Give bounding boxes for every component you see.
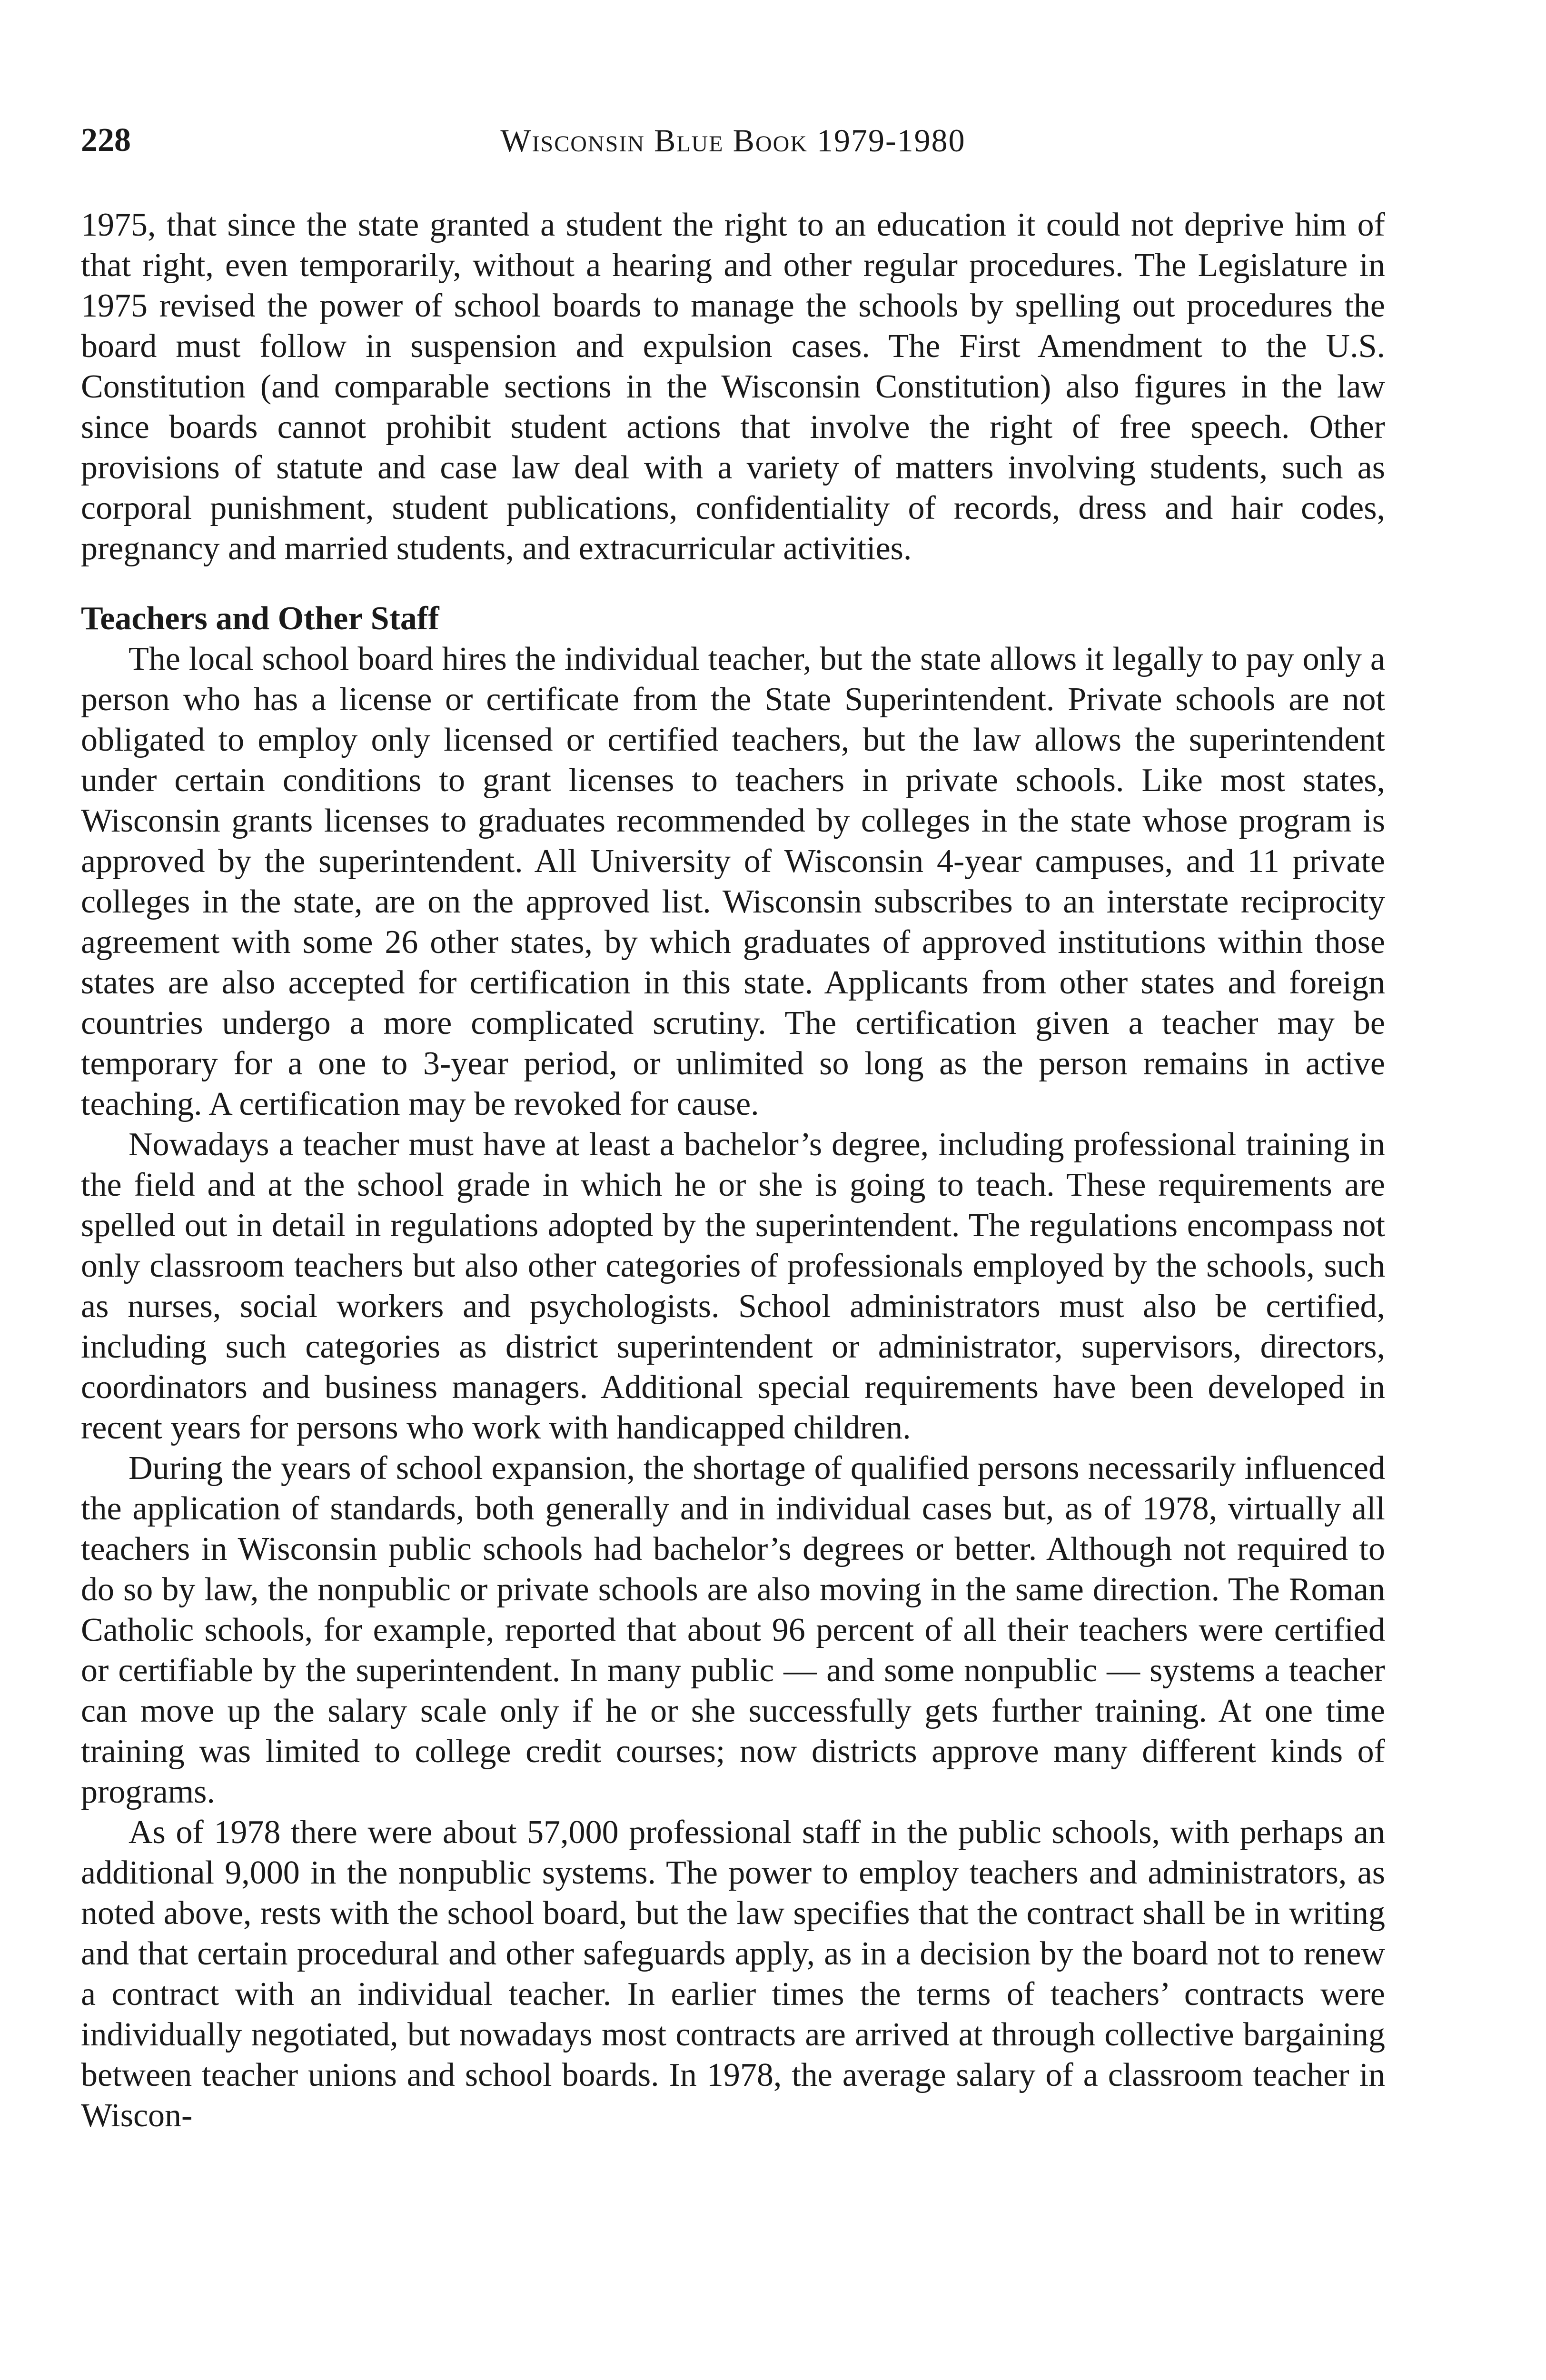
page-number: 228 (81, 122, 131, 159)
body-text (81, 205, 1385, 2136)
running-title: Wisconsin Blue Book 1979-1980 (500, 122, 966, 159)
section-heading: Teachers and Other Staff (81, 600, 439, 637)
paragraph-professional-staff: As of 1978 there were about 57,000 professional staff in the public schools, with perhaps an additional 9,000 in the nonpublic systems. The power to employ teachers and administrators, as noted above, rests with the school board, but the law specifies that the contract shall be in writing and that certain procedural and other safeguards apply, as in a decision by the board not to renew a contract with an individual teacher. In earlier times the terms of teachers’ contracts were individually negotiated, but nowadays most contracts are arrived at through collective bargaining between teacher unions and school boards. In 1978, the average salary of a classroom teacher in Wiscon- (81, 1814, 1385, 2134)
intro-paragraph: 1975, that since the state granted a student the right to an education it could not deprive him of that right, even temporarily, without a hearing and other regular procedures. The Legislature in 1975 revised the power of school boards to manage the schools by spelling out procedures the board must follow in suspension and expulsion cases. The First Amendment to the U.S. Constitution (and comparable sections in the Wisconsin Constitution) also figures in the law since boards cannot prohibit student actions that involve the right of free speech. Other provisions of statute and case law deal with a variety of matters involving students, such as corporal punishment, student publications, confidentiality of records, dress and hair codes, pregnancy and married students, and extracurricular activities. (81, 207, 1385, 567)
paragraph-school-expansion: During the years of school expansion, the shortage of qualified persons necessarily influenced the application of standards, both generally and in individual cases but, as of 1978, virtually all teachers in Wisconsin public schools had bachelor’s degrees or better. Although not required to do so by law, the nonpublic or private schools are also moving in the same direction. The Roman Catholic schools, for example, reported that about 96 percent of all their teachers were certified or certifiable by the superintendent. In many public — and some nonpublic — systems a teacher can move up the salary scale only if he or she successfully gets further training. At one time training was limited to college credit courses; now districts approve many different kinds of programs. (81, 1450, 1385, 1810)
paragraph-degree-requirements: Nowadays a teacher must have at least a bachelor’s degree, including professional training in the field and at the school grade in which he or she is going to teach. These requirements are spelled out in detail in regulations adopted by the superintendent. The regulations encompass not only classroom teachers but also other categories of professionals employed by the schools, such as nurses, social workers and psychologists. School administrators must also be certified, including such categories as district superintendent or administrator, supervisors, directors, coordinators and business managers. Additional special requirements have been developed in recent years for persons who work with handicapped children. (81, 1126, 1385, 1446)
running-header (81, 119, 1385, 162)
paragraph-teacher-licensing: The local school board hires the individual teacher, but the state allows it legally to pay only a person who has a license or certificate from the State Superintendent. Private schools are not obligated to employ only licensed or certified teachers, but the law allows the superintendent under certain conditions to grant licenses to teachers in private schools. Like most states, Wisconsin grants licenses to graduates recommended by colleges in the state whose program is approved by the superintendent. All University of Wisconsin 4-year campuses, and 11 private colleges in the state, are on the approved list. Wisconsin subscribes to an interstate reciprocity agreement with some 26 other states, by which graduates of approved institutions within those states are also accepted for certification in this state. Applicants from other states and foreign countries undergo a more complicated scrutiny. The certification given a teacher may be temporary for a one to 3-year period, or unlimited so long as the person remains in active teaching. A certification may be revoked for cause. (81, 641, 1385, 1122)
